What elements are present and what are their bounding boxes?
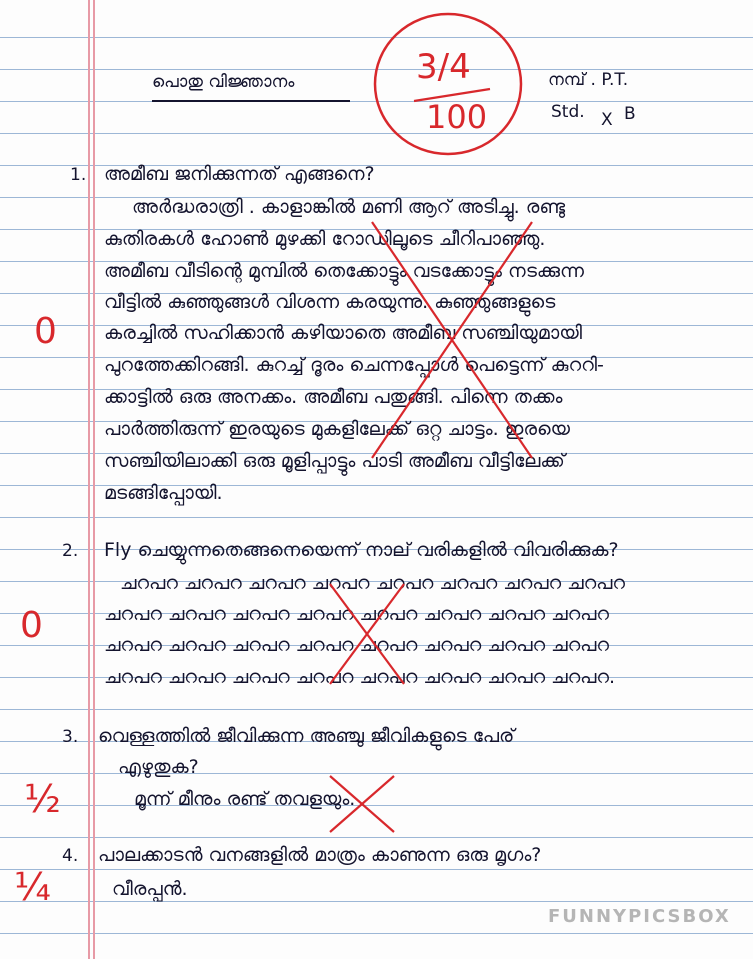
std-value: X [601, 110, 613, 130]
subject-title: പൊതു വിജ്ഞാനം [152, 72, 295, 92]
score-fraction-bar [414, 89, 490, 101]
q1-answer-line: വീട്ടിൽ കുഞ്ഞുങ്ങൾ വിശന്ന കരയുന്നു. കുഞ്ഞുങ്ങളുടെ [104, 291, 556, 313]
q4-number: 4. [62, 846, 79, 866]
q4-question: പാലക്കാടൻ വനങ്ങളിൽ മാത്രം കാണുന്ന ഒരു മൃഗം? [98, 844, 542, 866]
q1-mark: 0 [34, 311, 57, 352]
q1-question: അമീബ ജനിക്കുന്നത് എങ്ങനെ? [104, 163, 375, 185]
q2-question: Fly ചെയ്യുന്നതെങ്ങനെയെന്ന് നാല് വരികളിൽ വിവരിക്കുക? [104, 539, 619, 561]
std-label: Std. [551, 102, 585, 122]
q1-number: 1. [70, 165, 87, 185]
score-denominator: 100 [426, 98, 488, 136]
q3-question-cont: എഴുതുക? [118, 756, 199, 778]
q1-answer-line: മടങ്ങിപ്പോയി. [104, 482, 223, 504]
q2-number: 2. [62, 541, 79, 561]
q1-answer-line: പാർത്തിരുന്ന് ഇരയുടെ മുകളിലേക്ക് ഒറ്റ ചാട്ടം. ഇരയെ [104, 418, 570, 440]
q2-answer-line: ചറപറ ചറപറ ചറപറ ചറപറ ചറപറ ചറപറ ചറപറ ചറപറ [104, 634, 609, 656]
q1-answer-line: കുതിരകൾ ഹോൺ മുഴക്കി റോഡിലൂടെ ചീറിപാഞ്ഞു. [104, 228, 546, 250]
q3-answer-line: മൂന്ന് മീനും രണ്ട് തവളയും. [134, 788, 356, 810]
watermark: FUNNYPICSBOX [548, 906, 731, 927]
q2-answer-line: ചറപറ ചറപറ ചറപറ ചറപറ ചറപറ ചറപറ ചറപറ ചറപറ. [104, 666, 616, 688]
std-section: B [624, 104, 636, 124]
q2-answer-line: ചറപറ ചറപറ ചറപറ ചറപറ ചറപറ ചറപറ ചറപറ ചറപറ [120, 572, 625, 594]
student-name: നമ്പ് . P.T. [548, 70, 629, 90]
q1-answer-line: പുറത്തേക്കിറങ്ങി. കുറച്ച് ദൂരം ചെന്നപ്പോൾ പെട്ടെന്ന് കുററി- [104, 354, 604, 376]
q1-answer-line: കരച്ചിൽ സഹിക്കാൻ കഴിയാതെ അമീബ സഞ്ചിയുമായി [104, 322, 583, 344]
q3-number: 3. [62, 727, 79, 747]
q2-answer-line: ചറപറ ചറപറ ചറപറ ചറപറ ചറപറ ചറപറ ചറപറ ചറപറ [104, 603, 609, 625]
score-numerator: 3/4 [416, 47, 471, 87]
q4-answer-line: വീരപ്പൻ. [112, 878, 188, 900]
q1-answer-line: അമീബ വീടിന്റെ മുമ്പിൽ തെക്കോട്ടും വടക്കോട്ടും നടക്കുന്ന [104, 260, 584, 282]
q1-answer-line: സഞ്ചിയിലാക്കി ഒരു മൂളിപ്പാട്ടും പാടി അമീബ വീട്ടിലേക്ക് [104, 450, 565, 472]
q1-answer-line: ക്കാട്ടിൽ ഒരു അനക്കം. അമീബ പതുങ്ങി. പിന്നെ തക്കം [104, 386, 563, 408]
score-circle [375, 14, 521, 154]
q1-answer-line: അർദ്ധരാത്രി . കാളാങ്കിൽ മണി ആറ് അടിച്ചു. രണ്ടു [132, 196, 566, 218]
q2-mark: 0 [20, 605, 43, 646]
q4-mark: ¼ [14, 865, 51, 909]
q3-mark: ½ [24, 777, 61, 821]
q3-question: വെള്ളത്തിൽ ജീവിക്കുന്ന അഞ്ചു ജീവികളുടെ പേര് [98, 725, 515, 747]
